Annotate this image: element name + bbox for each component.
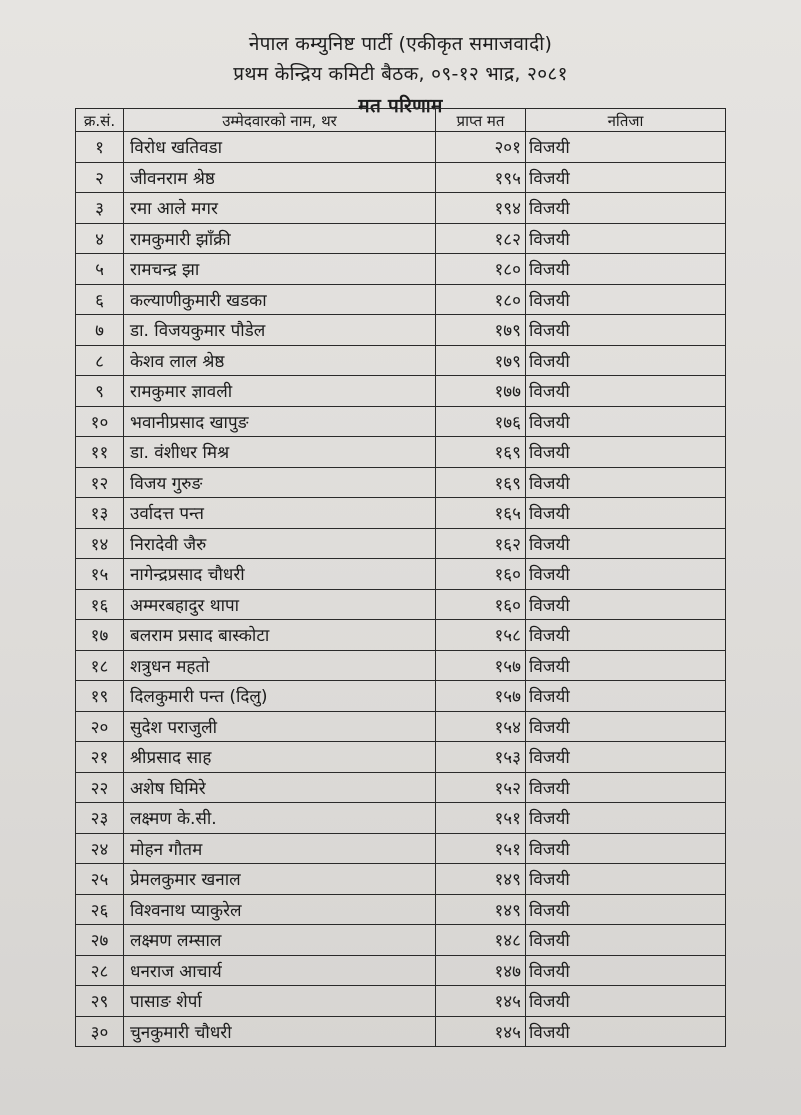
result-cell: विजयी <box>526 894 726 925</box>
serial-cell: २ <box>76 162 124 193</box>
candidate-name-cell: विश्वनाथ प्याकुरेल <box>124 894 436 925</box>
result-cell: विजयी <box>526 284 726 315</box>
candidate-name-cell: कल्याणीकुमारी खडका <box>124 284 436 315</box>
candidate-name-cell: श्रीप्रसाद साह <box>124 742 436 773</box>
serial-cell: २३ <box>76 803 124 834</box>
votes-cell: १७९ <box>436 345 526 376</box>
table-row <box>76 254 726 285</box>
serial-cell: ९ <box>76 376 124 407</box>
candidate-name-cell: दिलकुमारी पन्त (दिलु) <box>124 681 436 712</box>
result-cell: विजयी <box>526 315 726 346</box>
candidate-name-cell: निरादेवी जैरु <box>124 528 436 559</box>
candidate-name-cell: लक्ष्मण लम्साल <box>124 925 436 956</box>
votes-cell: १७६ <box>436 406 526 437</box>
table-row <box>76 955 726 986</box>
serial-cell: ७ <box>76 315 124 346</box>
table-row <box>76 742 726 773</box>
table-row <box>76 162 726 193</box>
serial-cell: १५ <box>76 559 124 590</box>
serial-cell: १३ <box>76 498 124 529</box>
result-cell: विजयी <box>526 864 726 895</box>
votes-cell: १४५ <box>436 1016 526 1047</box>
candidate-name-cell: भवानीप्रसाद खापुङ <box>124 406 436 437</box>
results-heading: मत परिणाम <box>358 95 443 117</box>
result-cell: विजयी <box>526 498 726 529</box>
serial-cell: २९ <box>76 986 124 1017</box>
serial-cell: ६ <box>76 284 124 315</box>
serial-cell: १२ <box>76 467 124 498</box>
result-cell: विजयी <box>526 559 726 590</box>
candidate-name-cell: प्रेमलकुमार खनाल <box>124 864 436 895</box>
candidate-name-cell: मोहन गौतम <box>124 833 436 864</box>
result-cell: विजयी <box>526 223 726 254</box>
table-row <box>76 681 726 712</box>
result-cell: विजयी <box>526 132 726 163</box>
table-row <box>76 833 726 864</box>
votes-cell: १८२ <box>436 223 526 254</box>
result-cell: विजयी <box>526 437 726 468</box>
votes-cell: १६२ <box>436 528 526 559</box>
result-cell: विजयी <box>526 528 726 559</box>
result-cell: विजयी <box>526 406 726 437</box>
candidate-name-cell: लक्ष्मण के.सी. <box>124 803 436 834</box>
votes-cell: १८० <box>436 254 526 285</box>
candidate-name-cell: विरोध खतिवडा <box>124 132 436 163</box>
party-name: नेपाल कम्युनिष्ट पार्टी (एकीकृत समाजवादी) <box>248 33 553 55</box>
votes-cell: १९५ <box>436 162 526 193</box>
table-row <box>76 437 726 468</box>
votes-cell: १७७ <box>436 376 526 407</box>
result-cell: विजयी <box>526 254 726 285</box>
table-row <box>76 132 726 163</box>
table-row <box>76 650 726 681</box>
table-row <box>76 223 726 254</box>
votes-cell: १७९ <box>436 315 526 346</box>
candidate-name-cell: रमा आले मगर <box>124 193 436 224</box>
table-row <box>76 986 726 1017</box>
serial-cell: २४ <box>76 833 124 864</box>
result-cell: विजयी <box>526 620 726 651</box>
candidate-name-cell: नागेन्द्रप्रसाद चौधरी <box>124 559 436 590</box>
table-row <box>76 315 726 346</box>
votes-cell: १४९ <box>436 864 526 895</box>
serial-cell: १ <box>76 132 124 163</box>
votes-cell: १८० <box>436 284 526 315</box>
serial-cell: २७ <box>76 925 124 956</box>
result-cell: विजयी <box>526 742 726 773</box>
candidate-name-cell: चुनकुमारी चौधरी <box>124 1016 436 1047</box>
table-row <box>76 864 726 895</box>
table-row <box>76 559 726 590</box>
serial-cell: ३० <box>76 1016 124 1047</box>
candidate-name-cell: रामकुमार ज्ञावली <box>124 376 436 407</box>
votes-cell: १४५ <box>436 986 526 1017</box>
table-row <box>76 376 726 407</box>
result-cell: विजयी <box>526 467 726 498</box>
serial-cell: ८ <box>76 345 124 376</box>
votes-cell: १५२ <box>436 772 526 803</box>
result-header: नतिजा <box>526 109 726 132</box>
votes-header: प्राप्त मत <box>436 109 526 132</box>
result-cell: विजयी <box>526 1016 726 1047</box>
table-row <box>76 284 726 315</box>
table-row <box>76 1016 726 1047</box>
candidate-name-cell: अशेष घिमिरे <box>124 772 436 803</box>
votes-cell: १९४ <box>436 193 526 224</box>
serial-cell: ३ <box>76 193 124 224</box>
result-cell: विजयी <box>526 772 726 803</box>
table-row <box>76 772 726 803</box>
votes-cell: १६५ <box>436 498 526 529</box>
table-row <box>76 193 726 224</box>
table-row <box>76 925 726 956</box>
table-row <box>76 589 726 620</box>
candidate-name-cell: शत्रुधन महतो <box>124 650 436 681</box>
serial-cell: ११ <box>76 437 124 468</box>
candidate-name-cell: रामचन्द्र झा <box>124 254 436 285</box>
serial-cell: २८ <box>76 955 124 986</box>
table-row <box>76 620 726 651</box>
serial-header: क्र.सं. <box>76 109 124 132</box>
serial-cell: १४ <box>76 528 124 559</box>
candidate-name-cell: अम्मरबहादुर थापा <box>124 589 436 620</box>
serial-cell: २० <box>76 711 124 742</box>
votes-cell: १४७ <box>436 955 526 986</box>
result-cell: विजयी <box>526 650 726 681</box>
results-table <box>75 108 726 1047</box>
result-cell: विजयी <box>526 711 726 742</box>
result-cell: विजयी <box>526 589 726 620</box>
meeting-title: प्रथम केन्द्रिय कमिटी बैठक, ०९-१२ भाद्र, २०८१ <box>233 63 568 85</box>
serial-cell: १८ <box>76 650 124 681</box>
result-cell: विजयी <box>526 803 726 834</box>
votes-cell: १६० <box>436 559 526 590</box>
votes-cell: १५७ <box>436 650 526 681</box>
serial-cell: २६ <box>76 894 124 925</box>
table-row <box>76 498 726 529</box>
table-row <box>76 803 726 834</box>
serial-cell: १७ <box>76 620 124 651</box>
serial-cell: ४ <box>76 223 124 254</box>
serial-cell: २५ <box>76 864 124 895</box>
candidate-name-cell: विजय गुरुङ <box>124 467 436 498</box>
votes-cell: १४८ <box>436 925 526 956</box>
votes-cell: १६९ <box>436 467 526 498</box>
votes-cell: १५१ <box>436 833 526 864</box>
result-cell: विजयी <box>526 833 726 864</box>
result-cell: विजयी <box>526 376 726 407</box>
table-row <box>76 894 726 925</box>
serial-cell: १६ <box>76 589 124 620</box>
candidate-name-cell: सुदेश पराजुली <box>124 711 436 742</box>
result-cell: विजयी <box>526 955 726 986</box>
votes-cell: १४९ <box>436 894 526 925</box>
serial-cell: १९ <box>76 681 124 712</box>
candidate-name-cell: बलराम प्रसाद बास्कोटा <box>124 620 436 651</box>
result-cell: विजयी <box>526 925 726 956</box>
candidate-name-cell: डा. विजयकुमार पौडेल <box>124 315 436 346</box>
candidate-name-cell: उर्वादत्त पन्त <box>124 498 436 529</box>
table-row <box>76 467 726 498</box>
table-row <box>76 711 726 742</box>
votes-cell: १५७ <box>436 681 526 712</box>
candidate-name-cell: पासाङ शेर्पा <box>124 986 436 1017</box>
table-row <box>76 528 726 559</box>
votes-cell: १६९ <box>436 437 526 468</box>
serial-cell: ५ <box>76 254 124 285</box>
table-row <box>76 406 726 437</box>
candidate-name-cell: धनराज आचार्य <box>124 955 436 986</box>
candidate-name-cell: रामकुमारी झाँक्री <box>124 223 436 254</box>
serial-cell: २१ <box>76 742 124 773</box>
votes-cell: १५१ <box>436 803 526 834</box>
result-cell: विजयी <box>526 345 726 376</box>
table-row <box>76 345 726 376</box>
result-cell: विजयी <box>526 986 726 1017</box>
result-cell: विजयी <box>526 162 726 193</box>
result-cell: विजयी <box>526 681 726 712</box>
votes-cell: २०१ <box>436 132 526 163</box>
name-header: उम्मेदवारको नाम, थर <box>124 109 436 132</box>
serial-cell: १० <box>76 406 124 437</box>
candidate-name-cell: जीवनराम श्रेष्ठ <box>124 162 436 193</box>
votes-cell: १५४ <box>436 711 526 742</box>
votes-cell: १५८ <box>436 620 526 651</box>
candidate-name-cell: केशव लाल श्रेष्ठ <box>124 345 436 376</box>
serial-cell: २२ <box>76 772 124 803</box>
candidate-name-cell: डा. वंशीधर मिश्र <box>124 437 436 468</box>
table-header-row <box>76 109 726 132</box>
table-body <box>76 132 726 1047</box>
votes-cell: १५३ <box>436 742 526 773</box>
result-cell: विजयी <box>526 193 726 224</box>
votes-cell: १६० <box>436 589 526 620</box>
